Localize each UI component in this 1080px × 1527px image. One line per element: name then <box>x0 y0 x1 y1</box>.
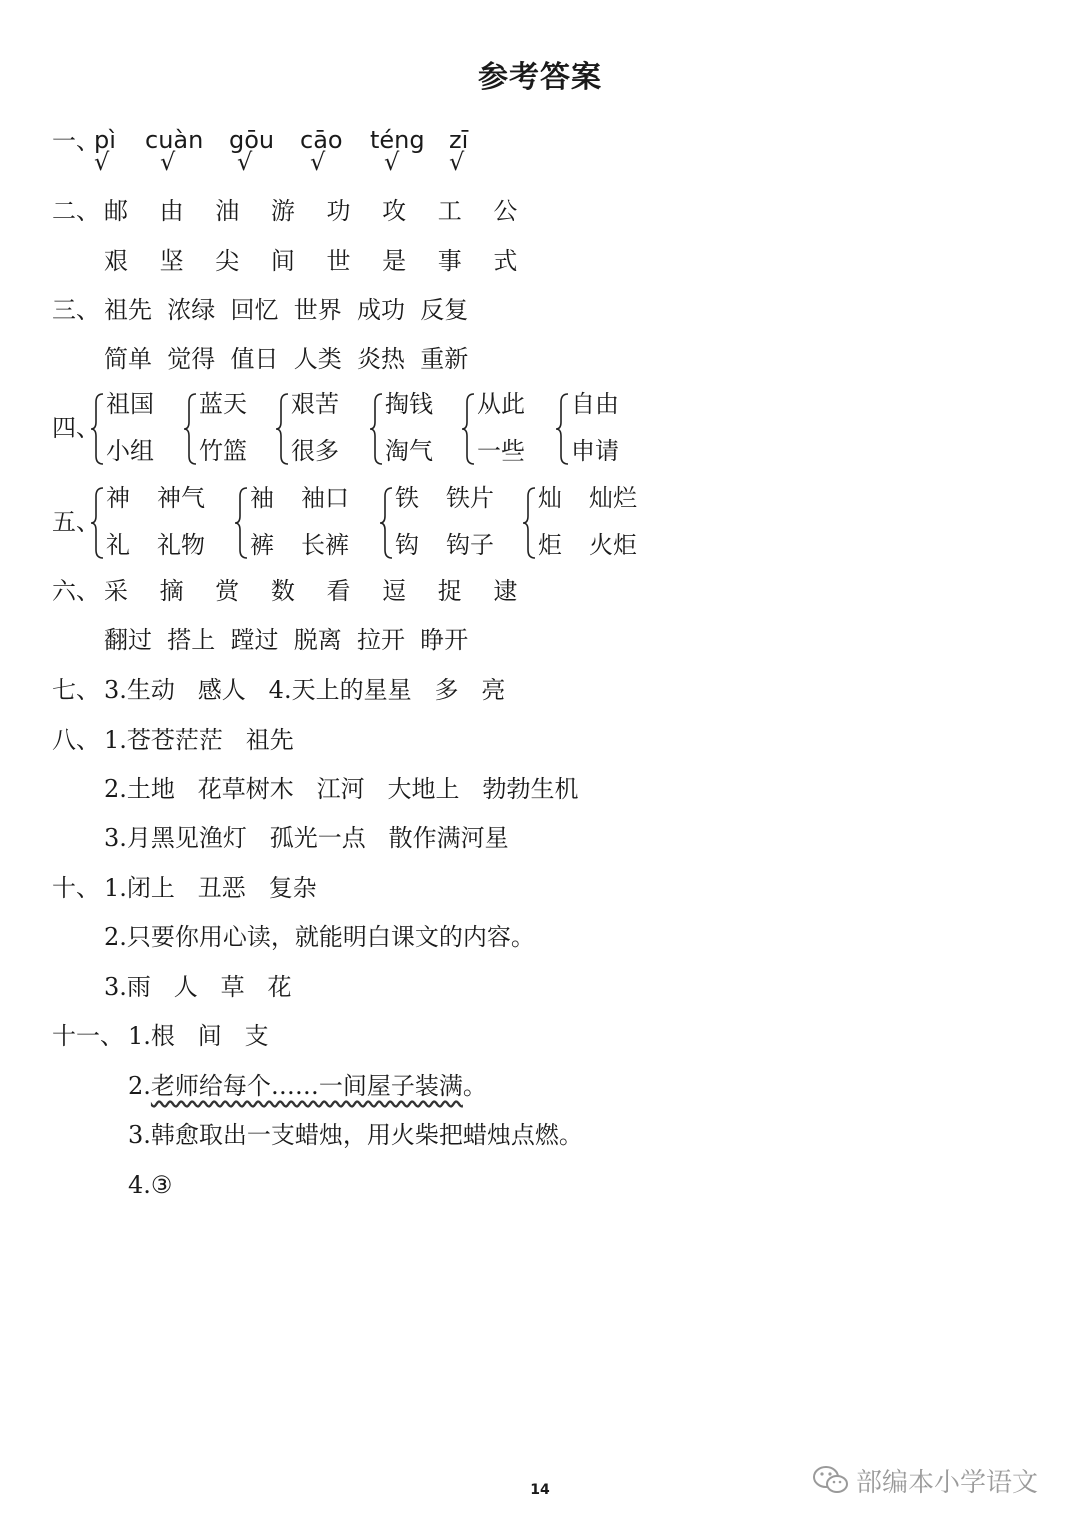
check-mark-icon: √ <box>160 148 176 176</box>
q2-label: 二、 <box>52 197 100 225</box>
q11-label: 十一、 <box>52 1022 124 1050</box>
brace-icon <box>90 392 106 466</box>
q5-char: 礼 <box>106 531 130 559</box>
q5-char: 炬 <box>538 531 562 559</box>
q11-item-2-period: 。 <box>462 1072 487 1100</box>
check-mark-icon: √ <box>310 148 326 176</box>
q4-word: 小组 <box>106 437 154 465</box>
q5-word: 灿烂 <box>589 484 637 512</box>
brace-icon <box>379 486 395 560</box>
q10-item-3: 3.雨 人 草 花 <box>104 973 292 1001</box>
brace-icon <box>275 392 291 466</box>
q5-word: 袖口 <box>301 484 349 512</box>
q8-item-2: 2.土地 花草树木 江河 大地上 勃勃生机 <box>104 775 579 803</box>
q5-label: 五、 <box>52 508 100 536</box>
q5-char: 袖 <box>250 484 274 512</box>
brace-icon <box>522 486 538 560</box>
q4-word: 艰苦 <box>291 390 339 418</box>
q6-row-2: 翻过 搭上 蹚过 脱离 拉开 睁开 <box>104 626 469 654</box>
q10-item-2: 2.只要你用心读，就能明白课文的内容。 <box>104 923 535 951</box>
q5-char: 裤 <box>250 531 274 559</box>
q5-char: 神 <box>106 484 130 512</box>
check-mark-icon: √ <box>94 148 110 176</box>
q2-row-1: 邮 由 油 游 功 攻 工 公 <box>104 197 530 225</box>
q10-label: 十、 <box>52 874 100 902</box>
q11-item-1: 1.根 间 支 <box>128 1022 269 1050</box>
q6-row-1: 采 摘 赏 数 看 逗 捉 逮 <box>104 577 530 605</box>
q4-word: 掏钱 <box>385 390 433 418</box>
q5-word: 火炬 <box>589 531 637 559</box>
brace-icon <box>234 486 250 560</box>
q5-word: 钩子 <box>446 531 494 559</box>
q1-pinyin-1: pì <box>94 126 116 154</box>
q8-item-3: 3.月黑见渔灯 孤光一点 散作满河星 <box>104 824 509 852</box>
q1-pinyin-4: cāo <box>300 126 343 154</box>
q4-word: 一些 <box>477 437 525 465</box>
q1-pinyin-2: cuàn <box>145 126 204 154</box>
check-mark-icon: √ <box>449 148 465 176</box>
q11-item-2-underlined-text: 老师给每个……一间屋子装满 <box>150 1072 463 1100</box>
q8-item-1: 1.苍苍茫茫 祖先 <box>104 726 294 754</box>
check-mark-icon: √ <box>384 148 400 176</box>
q5-word: 神气 <box>157 484 205 512</box>
page-title: 参考答案 <box>478 60 602 95</box>
q11-item-2 <box>128 1071 487 1101</box>
q3-row-1: 祖先 浓绿 回忆 世界 成功 反复 <box>104 296 469 324</box>
q4-label: 四、 <box>52 414 100 442</box>
q4-word: 竹篮 <box>199 437 247 465</box>
watermark-text: 部编本小学语文 <box>856 1468 1039 1498</box>
q4-word: 申请 <box>571 437 619 465</box>
brace-icon <box>369 392 385 466</box>
q4-word: 蓝天 <box>199 390 247 418</box>
q1-pinyin-3: gōu <box>229 126 275 154</box>
wechat-icon <box>812 1464 850 1496</box>
q11-item-2-number: 2. <box>128 1072 151 1100</box>
q4-word: 很多 <box>291 437 339 465</box>
q3-label: 三、 <box>52 296 100 324</box>
q5-char: 灿 <box>538 484 562 512</box>
q7-text: 3.生动 感人 4.天上的星星 多 亮 <box>104 676 506 704</box>
q5-word: 礼物 <box>157 531 205 559</box>
brace-icon <box>183 392 199 466</box>
brace-icon <box>555 392 571 466</box>
check-mark-icon: √ <box>237 148 253 176</box>
q5-char: 钩 <box>395 531 419 559</box>
q4-word: 从此 <box>477 390 525 418</box>
q4-word: 淘气 <box>385 437 433 465</box>
q1-label: 一、 <box>52 127 100 155</box>
q1-pinyin-6: zī <box>449 126 469 154</box>
q3-row-2: 简单 觉得 值日 人类 炎热 重新 <box>104 345 469 373</box>
q5-word: 长裤 <box>301 531 349 559</box>
q4-word: 自由 <box>571 390 619 418</box>
q10-item-1: 1.闭上 丑恶 复杂 <box>104 874 317 902</box>
q7-label: 七、 <box>52 676 100 704</box>
q2-row-2: 艰 坚 尖 间 世 是 事 式 <box>104 247 530 275</box>
q1-pinyin-5: téng <box>370 126 425 154</box>
q5-char: 铁 <box>395 484 419 512</box>
q6-label: 六、 <box>52 577 100 605</box>
page-number: 14 <box>530 1482 550 1498</box>
q11-item-4: 4.③ <box>128 1171 173 1199</box>
q5-word: 铁片 <box>446 484 494 512</box>
q4-word: 祖国 <box>106 390 154 418</box>
q11-item-3: 3.韩愈取出一支蜡烛，用火柴把蜡烛点燃。 <box>128 1121 583 1149</box>
brace-icon <box>461 392 477 466</box>
brace-icon <box>90 486 106 560</box>
q8-label: 八、 <box>52 726 100 754</box>
